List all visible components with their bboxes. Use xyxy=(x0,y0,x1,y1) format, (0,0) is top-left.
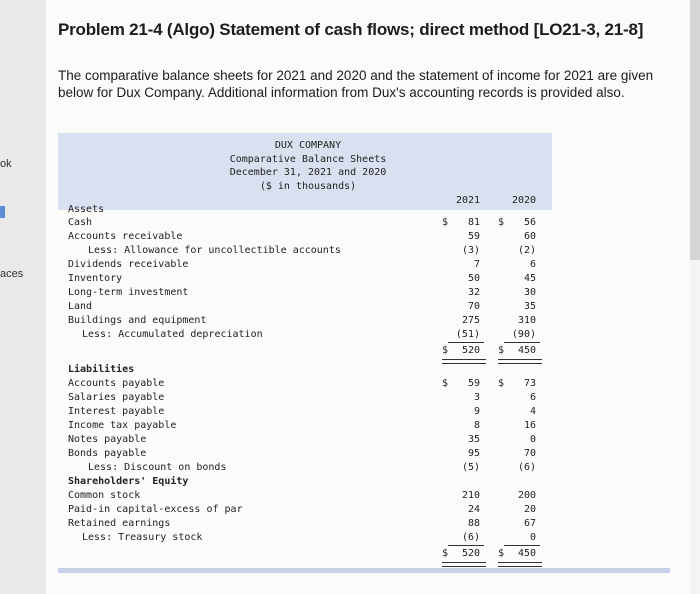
table-row: Retained earnings 88 67 xyxy=(68,518,536,529)
assets-total-row: $ 520 $ 450 xyxy=(442,345,536,356)
edge-label-top[interactable]: ok xyxy=(0,158,12,170)
company-name: DUX COMPANY xyxy=(274,140,342,151)
edge-marker-icon xyxy=(0,206,5,218)
table-row: Interest payable 9 4 xyxy=(68,406,536,417)
table-row: Land 70 35 xyxy=(68,301,536,312)
table-row: Accounts payable $ 59 $ 73 xyxy=(68,378,536,389)
company-header xyxy=(188,139,428,193)
liabilities-heading: Liabilities xyxy=(68,364,135,375)
statement-units: ($ in thousands) xyxy=(259,180,357,192)
table-row: Long-term investment 32 30 xyxy=(68,287,536,298)
equity-heading-row xyxy=(58,476,552,490)
table-row: Common stock 210 200 xyxy=(68,490,536,501)
currency-symbol: $ xyxy=(498,548,505,559)
currency-symbol: $ xyxy=(442,378,449,389)
table-row: Notes payable 35 0 xyxy=(68,434,536,445)
liabilities-heading-row xyxy=(58,364,552,378)
currency-symbol: $ xyxy=(442,345,449,356)
edge-label-mid[interactable]: aces xyxy=(0,268,24,280)
table-row: Cash $ 81 $ 56 xyxy=(68,217,536,228)
table-row: Less: Treasury stock (6) 0 xyxy=(82,532,536,543)
table-row: Bonds payable 95 70 xyxy=(68,448,536,459)
subtotal-underline xyxy=(504,545,540,546)
table-row: Accounts receivable 59 60 xyxy=(68,231,536,242)
table-header-band xyxy=(58,133,552,210)
table-row: Buildings and equipment 275 310 xyxy=(68,315,536,326)
total-double-underline xyxy=(498,562,542,567)
problem-title: Problem 21-4 (Algo) Statement of cash flows; direct method [LO21-3, 21-8] xyxy=(58,20,644,39)
subtotal-underline xyxy=(504,342,540,343)
year-header-2021: 2021 xyxy=(455,195,481,206)
currency-symbol: $ xyxy=(498,217,505,228)
year-header-2020: 2020 xyxy=(511,195,537,206)
left-navigation-edge xyxy=(0,0,47,594)
table-row: Inventory 50 45 xyxy=(68,273,536,284)
total-double-underline xyxy=(442,562,486,567)
subtotal-underline xyxy=(448,545,484,546)
table-row: Less: Discount on bonds (5) (6) xyxy=(88,462,536,473)
table-row: Dividends receivable 7 6 xyxy=(68,259,536,270)
table-row: Less: Allowance for uncollectible accounts (3) (2) xyxy=(88,245,536,256)
currency-symbol: $ xyxy=(498,345,505,356)
currency-symbol: $ xyxy=(442,548,449,559)
table-row: Less: Accumulated depreciation (51) (90) xyxy=(82,329,536,340)
equity-heading: Shareholders' Equity xyxy=(68,476,189,487)
assets-heading-row xyxy=(58,204,552,218)
currency-symbol: $ xyxy=(442,217,449,228)
problem-intro: The comparative balance sheets for 2021 and 2020 and the statement of income for 2021 are given below for Dux Company. Additional information from Dux's accounting records is provided also. xyxy=(58,68,654,100)
subtotal-underline xyxy=(448,342,484,343)
problem-content xyxy=(46,0,690,594)
assets-heading: Assets xyxy=(68,204,105,215)
currency-symbol: $ xyxy=(498,378,505,389)
table-row: Salaries payable 3 6 xyxy=(68,392,536,403)
table-row: Paid-in capital-excess of par 24 20 xyxy=(68,504,536,515)
liab-equity-total-row: $ 520 $ 450 xyxy=(442,548,536,559)
scrollbar[interactable] xyxy=(689,0,700,260)
statement-name: Comparative Balance Sheets xyxy=(229,153,387,165)
statement-date: December 31, 2021 and 2020 xyxy=(229,167,387,178)
table-row: Income tax payable 8 16 xyxy=(68,420,536,431)
table-footer-band xyxy=(58,568,670,573)
